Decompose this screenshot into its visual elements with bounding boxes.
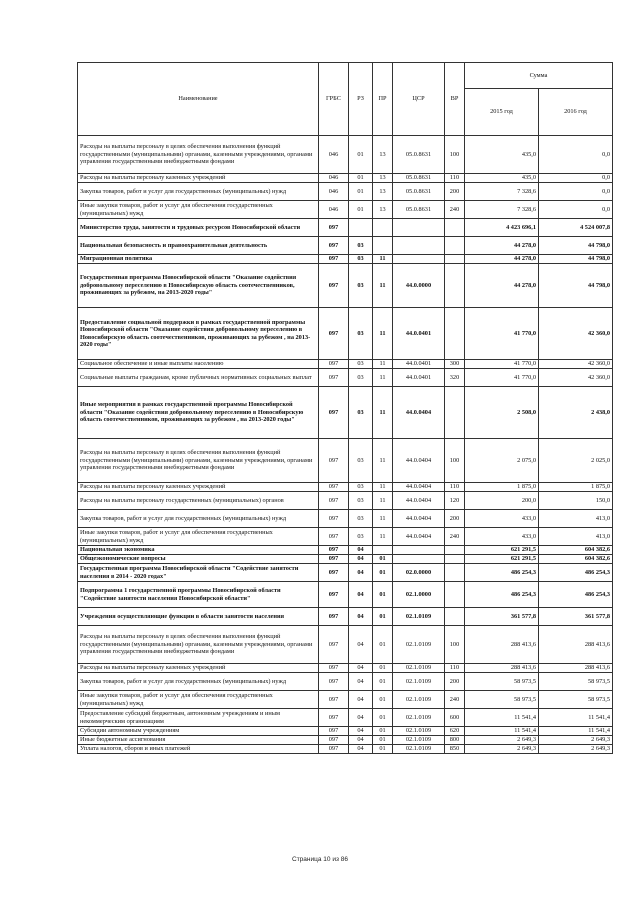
row-name: Расходы на выплаты персоналу казенных учреждений bbox=[78, 174, 319, 183]
row-grbs: 046 bbox=[319, 201, 349, 219]
row-csr: 02.1.0109 bbox=[393, 626, 445, 664]
header-grbs: ГРБС bbox=[319, 63, 349, 136]
row-rz: 04 bbox=[349, 546, 373, 555]
row-grbs: 097 bbox=[319, 308, 349, 360]
row-vr: 320 bbox=[445, 369, 465, 387]
row-sum-2016: 44 798,0 bbox=[539, 255, 613, 264]
row-rz: 04 bbox=[349, 608, 373, 626]
row-grbs: 097 bbox=[319, 439, 349, 483]
row-sum-2016: 2 025,0 bbox=[539, 439, 613, 483]
row-sum-2016: 486 254,3 bbox=[539, 564, 613, 582]
row-sum-2016: 1 875,0 bbox=[539, 483, 613, 492]
row-sum-2016: 486 254,3 bbox=[539, 582, 613, 608]
row-csr: 02.1.0109 bbox=[393, 745, 445, 754]
row-rz: 01 bbox=[349, 183, 373, 201]
table-row bbox=[78, 582, 613, 608]
table-row bbox=[78, 546, 613, 555]
row-grbs: 097 bbox=[319, 255, 349, 264]
row-name: Министерство труда, занятости и трудовых ресурсов Новосибирской области bbox=[78, 219, 319, 237]
row-sum-2015: 58 973,5 bbox=[465, 691, 539, 709]
row-csr: 05.0.8631 bbox=[393, 174, 445, 183]
row-sum-2015: 361 577,8 bbox=[465, 608, 539, 626]
row-vr bbox=[445, 555, 465, 564]
row-rz: 03 bbox=[349, 439, 373, 483]
table-row bbox=[78, 360, 613, 369]
row-pr: 01 bbox=[373, 709, 393, 727]
row-name: Расходы на выплаты персоналу в целях обеспечения выполнения функций государственными (муниципальными) органами, казенными учреждениями, органами управления государственными внебюджетными фондами bbox=[78, 439, 319, 483]
row-name: Закупка товаров, работ и услуг для государственных (муниципальных) нужд bbox=[78, 183, 319, 201]
row-sum-2016: 42 360,0 bbox=[539, 360, 613, 369]
row-sum-2015: 44 278,0 bbox=[465, 255, 539, 264]
table-row bbox=[78, 510, 613, 528]
table-row bbox=[78, 664, 613, 673]
table-row bbox=[78, 439, 613, 483]
row-name: Иные закупки товаров, работ и услуг для обеспечения государственных (муниципальных) нужд bbox=[78, 201, 319, 219]
row-grbs: 097 bbox=[319, 546, 349, 555]
row-pr: 01 bbox=[373, 691, 393, 709]
table-row bbox=[78, 691, 613, 709]
row-sum-2015: 2 649,3 bbox=[465, 745, 539, 754]
header-csr: ЦСР bbox=[393, 63, 445, 136]
row-name: Миграционная политика bbox=[78, 255, 319, 264]
row-vr bbox=[445, 219, 465, 237]
table-row bbox=[78, 308, 613, 360]
row-name: Субсидии автономным учреждениям bbox=[78, 727, 319, 736]
row-sum-2015: 41 770,0 bbox=[465, 369, 539, 387]
row-rz: 03 bbox=[349, 264, 373, 308]
row-vr bbox=[445, 308, 465, 360]
table-row bbox=[78, 673, 613, 691]
row-name: Расходы на выплаты персоналу в целях обеспечения выполнения функций государственными (муниципальными) органами, казенными учреждениями, органами управления государственными внебюджетными фондами bbox=[78, 626, 319, 664]
table-body bbox=[78, 136, 613, 754]
header-pr: ПР bbox=[373, 63, 393, 136]
row-vr: 600 bbox=[445, 709, 465, 727]
row-pr: 11 bbox=[373, 255, 393, 264]
row-rz: 03 bbox=[349, 360, 373, 369]
row-pr: 11 bbox=[373, 528, 393, 546]
table-row bbox=[78, 483, 613, 492]
row-csr: 44.0.0404 bbox=[393, 510, 445, 528]
row-csr: 44.0.0000 bbox=[393, 264, 445, 308]
row-sum-2016: 2 438,0 bbox=[539, 387, 613, 439]
row-sum-2016: 42 360,0 bbox=[539, 369, 613, 387]
row-grbs: 097 bbox=[319, 673, 349, 691]
row-pr: 01 bbox=[373, 736, 393, 745]
row-name: Иные закупки товаров, работ и услуг для обеспечения государственных (муниципальных) нужд bbox=[78, 528, 319, 546]
header-sum: Сумма bbox=[465, 63, 613, 89]
row-sum-2016: 11 541,4 bbox=[539, 727, 613, 736]
row-sum-2016: 604 382,6 bbox=[539, 555, 613, 564]
row-sum-2016: 0,0 bbox=[539, 183, 613, 201]
row-sum-2015: 435,0 bbox=[465, 136, 539, 174]
row-grbs: 097 bbox=[319, 736, 349, 745]
header-year-2015: 2015 год bbox=[465, 89, 539, 136]
row-csr bbox=[393, 219, 445, 237]
row-vr: 110 bbox=[445, 664, 465, 673]
row-rz: 03 bbox=[349, 308, 373, 360]
row-csr bbox=[393, 546, 445, 555]
row-grbs: 046 bbox=[319, 174, 349, 183]
row-sum-2016: 58 973,5 bbox=[539, 673, 613, 691]
row-csr: 05.0.8631 bbox=[393, 201, 445, 219]
row-grbs: 046 bbox=[319, 183, 349, 201]
row-name: Расходы на выплаты персоналу государственных (муниципальных) органов bbox=[78, 492, 319, 510]
row-rz: 01 bbox=[349, 174, 373, 183]
row-vr: 120 bbox=[445, 492, 465, 510]
row-name: Расходы на выплаты персоналу казенных учреждений bbox=[78, 664, 319, 673]
row-vr: 200 bbox=[445, 183, 465, 201]
row-sum-2015: 7 328,6 bbox=[465, 201, 539, 219]
row-name: Иные закупки товаров, работ и услуг для обеспечения государственных (муниципальных) нужд bbox=[78, 691, 319, 709]
row-sum-2015: 41 770,0 bbox=[465, 360, 539, 369]
row-sum-2015: 486 254,3 bbox=[465, 564, 539, 582]
row-grbs: 097 bbox=[319, 510, 349, 528]
row-grbs: 097 bbox=[319, 664, 349, 673]
row-vr: 240 bbox=[445, 528, 465, 546]
table-row bbox=[78, 745, 613, 754]
table-row bbox=[78, 387, 613, 439]
row-vr bbox=[445, 582, 465, 608]
row-vr bbox=[445, 387, 465, 439]
row-name: Расходы на выплаты персоналу в целях обеспечения выполнения функций государственными (муниципальными) органами, казенными учреждениями, органами управления государственными внебюджетными фондами bbox=[78, 136, 319, 174]
row-rz: 03 bbox=[349, 492, 373, 510]
row-grbs: 097 bbox=[319, 582, 349, 608]
row-sum-2016: 44 798,0 bbox=[539, 237, 613, 255]
row-pr: 01 bbox=[373, 745, 393, 754]
row-vr: 100 bbox=[445, 439, 465, 483]
row-pr: 11 bbox=[373, 492, 393, 510]
row-grbs: 097 bbox=[319, 555, 349, 564]
row-sum-2015: 7 328,6 bbox=[465, 183, 539, 201]
row-sum-2015: 1 875,0 bbox=[465, 483, 539, 492]
row-rz: 01 bbox=[349, 136, 373, 174]
row-vr bbox=[445, 237, 465, 255]
table-row bbox=[78, 528, 613, 546]
row-sum-2015: 58 973,5 bbox=[465, 673, 539, 691]
row-rz: 04 bbox=[349, 626, 373, 664]
row-name: Иные мероприятия в рамках государственной программы Новосибирской области "Оказание содействия добровольному переселению в Новосибирскую область соотечественников, проживающих за рубежом , на 2013-2020 годы" bbox=[78, 387, 319, 439]
table-row bbox=[78, 219, 613, 237]
table-row bbox=[78, 608, 613, 626]
row-csr: 44.0.0401 bbox=[393, 369, 445, 387]
row-sum-2016: 2 649,3 bbox=[539, 736, 613, 745]
header-name: Наименование bbox=[78, 63, 319, 136]
row-rz: 04 bbox=[349, 564, 373, 582]
row-name: Социальное обеспечение и иные выплаты населению bbox=[78, 360, 319, 369]
row-csr: 02.1.0000 bbox=[393, 582, 445, 608]
row-rz: 04 bbox=[349, 736, 373, 745]
row-name: Предоставление социальной поддержки в рамках государственной программы Новосибирской области "Оказание содействия добровольному переселению в Новосибирскую область соотечественников, проживающих за рубежом , на 2013-2020 годы" bbox=[78, 308, 319, 360]
row-sum-2015: 2 649,3 bbox=[465, 736, 539, 745]
row-grbs: 097 bbox=[319, 483, 349, 492]
row-name: Подпрограмма 1 государственной программы Новосибирской области "Содействие занятости населения Новосибирской области" bbox=[78, 582, 319, 608]
row-vr bbox=[445, 264, 465, 308]
row-rz: 01 bbox=[349, 201, 373, 219]
row-sum-2015: 621 291,5 bbox=[465, 546, 539, 555]
row-csr bbox=[393, 237, 445, 255]
row-sum-2016: 288 413,6 bbox=[539, 626, 613, 664]
row-grbs: 097 bbox=[319, 492, 349, 510]
row-sum-2016: 58 973,5 bbox=[539, 691, 613, 709]
row-grbs: 046 bbox=[319, 136, 349, 174]
row-csr: 05.0.8631 bbox=[393, 183, 445, 201]
row-csr: 44.0.0404 bbox=[393, 528, 445, 546]
row-rz: 04 bbox=[349, 709, 373, 727]
row-pr: 01 bbox=[373, 608, 393, 626]
row-sum-2015: 200,0 bbox=[465, 492, 539, 510]
budget-table bbox=[77, 62, 613, 754]
row-grbs: 097 bbox=[319, 237, 349, 255]
row-pr: 01 bbox=[373, 555, 393, 564]
row-rz: 04 bbox=[349, 555, 373, 564]
row-grbs: 097 bbox=[319, 528, 349, 546]
row-sum-2015: 11 541,4 bbox=[465, 709, 539, 727]
row-grbs: 097 bbox=[319, 727, 349, 736]
table-row bbox=[78, 555, 613, 564]
row-csr: 02.1.0109 bbox=[393, 673, 445, 691]
row-pr: 01 bbox=[373, 673, 393, 691]
row-name: Государственная программа Новосибирской области "Оказание содействия добровольному переселению в Новосибирскую область соотечественников, проживающих за рубежом, на 2013-2020 годы" bbox=[78, 264, 319, 308]
row-csr: 02.1.0109 bbox=[393, 691, 445, 709]
row-sum-2015: 2 508,0 bbox=[465, 387, 539, 439]
row-vr: 620 bbox=[445, 727, 465, 736]
row-sum-2016: 4 524 007,8 bbox=[539, 219, 613, 237]
row-pr: 11 bbox=[373, 360, 393, 369]
row-pr: 11 bbox=[373, 510, 393, 528]
row-pr: 11 bbox=[373, 439, 393, 483]
row-pr: 13 bbox=[373, 201, 393, 219]
row-vr bbox=[445, 546, 465, 555]
table-row bbox=[78, 564, 613, 582]
row-vr: 240 bbox=[445, 201, 465, 219]
table-row bbox=[78, 237, 613, 255]
table-row bbox=[78, 727, 613, 736]
row-csr: 44.0.0401 bbox=[393, 360, 445, 369]
row-rz: 04 bbox=[349, 582, 373, 608]
row-pr: 13 bbox=[373, 183, 393, 201]
row-sum-2015: 433,0 bbox=[465, 510, 539, 528]
row-grbs: 097 bbox=[319, 608, 349, 626]
row-vr bbox=[445, 255, 465, 264]
row-vr: 300 bbox=[445, 360, 465, 369]
table-row bbox=[78, 492, 613, 510]
row-csr: 44.0.0404 bbox=[393, 483, 445, 492]
row-sum-2015: 44 278,0 bbox=[465, 237, 539, 255]
row-pr: 11 bbox=[373, 308, 393, 360]
row-rz: 03 bbox=[349, 369, 373, 387]
row-pr bbox=[373, 219, 393, 237]
row-rz: 04 bbox=[349, 727, 373, 736]
table-row bbox=[78, 201, 613, 219]
row-vr bbox=[445, 564, 465, 582]
row-csr: 44.0.0401 bbox=[393, 308, 445, 360]
row-csr: 05.0.8631 bbox=[393, 136, 445, 174]
row-rz: 03 bbox=[349, 483, 373, 492]
row-rz: 04 bbox=[349, 664, 373, 673]
row-name: Предоставление субсидий бюджетным, автономным учреждениям и иным некоммерческим организациям bbox=[78, 709, 319, 727]
row-sum-2016: 0,0 bbox=[539, 201, 613, 219]
row-pr bbox=[373, 546, 393, 555]
row-rz: 03 bbox=[349, 510, 373, 528]
row-sum-2015: 288 413,6 bbox=[465, 626, 539, 664]
row-name: Расходы на выплаты персоналу казенных учреждений bbox=[78, 483, 319, 492]
row-sum-2015: 11 541,4 bbox=[465, 727, 539, 736]
row-pr bbox=[373, 237, 393, 255]
row-grbs: 097 bbox=[319, 691, 349, 709]
row-rz: 03 bbox=[349, 237, 373, 255]
row-name: Уплата налогов, сборов и иных платежей bbox=[78, 745, 319, 754]
row-name: Иные бюджетные ассигнования bbox=[78, 736, 319, 745]
row-grbs: 097 bbox=[319, 219, 349, 237]
row-grbs: 097 bbox=[319, 745, 349, 754]
row-name: Национальная безопасность и правоохранительная деятельность bbox=[78, 237, 319, 255]
row-name: Государственная программа Новосибирской области "Содействие занятости населения в 2014 - 2020 годах" bbox=[78, 564, 319, 582]
header-year-2016: 2016 год bbox=[539, 89, 613, 136]
row-name: Закупка товаров, работ и услуг для государственных (муниципальных) нужд bbox=[78, 673, 319, 691]
row-vr: 100 bbox=[445, 626, 465, 664]
row-grbs: 097 bbox=[319, 264, 349, 308]
row-pr: 13 bbox=[373, 174, 393, 183]
row-sum-2016: 0,0 bbox=[539, 136, 613, 174]
row-sum-2016: 0,0 bbox=[539, 174, 613, 183]
table-row bbox=[78, 136, 613, 174]
row-grbs: 097 bbox=[319, 369, 349, 387]
row-vr: 100 bbox=[445, 136, 465, 174]
row-pr: 01 bbox=[373, 582, 393, 608]
row-sum-2016: 288 413,6 bbox=[539, 664, 613, 673]
row-csr: 44.0.0404 bbox=[393, 439, 445, 483]
row-sum-2016: 604 382,6 bbox=[539, 546, 613, 555]
row-name: Закупка товаров, работ и услуг для государственных (муниципальных) нужд bbox=[78, 510, 319, 528]
row-pr: 11 bbox=[373, 387, 393, 439]
row-grbs: 097 bbox=[319, 564, 349, 582]
row-name: Национальная экономика bbox=[78, 546, 319, 555]
row-sum-2015: 41 770,0 bbox=[465, 308, 539, 360]
row-pr: 01 bbox=[373, 564, 393, 582]
row-sum-2016: 413,0 bbox=[539, 528, 613, 546]
row-sum-2015: 486 254,3 bbox=[465, 582, 539, 608]
row-csr: 02.1.0109 bbox=[393, 608, 445, 626]
row-pr: 01 bbox=[373, 727, 393, 736]
row-sum-2015: 4 423 696,1 bbox=[465, 219, 539, 237]
header-rz: РЗ bbox=[349, 63, 373, 136]
row-csr: 02.1.0109 bbox=[393, 709, 445, 727]
row-sum-2015: 435,0 bbox=[465, 174, 539, 183]
row-name: Социальные выплаты гражданам, кроме публичных нормативных социальных выплат bbox=[78, 369, 319, 387]
row-vr: 110 bbox=[445, 174, 465, 183]
row-name: Учреждения осуществляющие функции в области занятости населения bbox=[78, 608, 319, 626]
table-row bbox=[78, 626, 613, 664]
row-sum-2015: 621 291,5 bbox=[465, 555, 539, 564]
row-rz: 04 bbox=[349, 673, 373, 691]
row-rz: 04 bbox=[349, 691, 373, 709]
row-pr: 01 bbox=[373, 664, 393, 673]
row-csr: 02.1.0109 bbox=[393, 736, 445, 745]
row-sum-2016: 2 649,3 bbox=[539, 745, 613, 754]
row-sum-2016: 44 798,0 bbox=[539, 264, 613, 308]
row-pr: 11 bbox=[373, 264, 393, 308]
row-grbs: 097 bbox=[319, 360, 349, 369]
row-vr bbox=[445, 608, 465, 626]
table-row bbox=[78, 183, 613, 201]
row-pr: 11 bbox=[373, 369, 393, 387]
row-sum-2016: 11 541,4 bbox=[539, 709, 613, 727]
row-pr: 01 bbox=[373, 626, 393, 664]
row-csr bbox=[393, 555, 445, 564]
table-row bbox=[78, 736, 613, 745]
table-row bbox=[78, 174, 613, 183]
row-grbs: 097 bbox=[319, 387, 349, 439]
row-vr: 200 bbox=[445, 510, 465, 528]
table-row bbox=[78, 264, 613, 308]
row-rz bbox=[349, 219, 373, 237]
row-csr: 44.0.0404 bbox=[393, 387, 445, 439]
table-row bbox=[78, 369, 613, 387]
row-vr: 110 bbox=[445, 483, 465, 492]
row-csr: 02.0.0000 bbox=[393, 564, 445, 582]
row-grbs: 097 bbox=[319, 626, 349, 664]
row-pr: 13 bbox=[373, 136, 393, 174]
row-grbs: 097 bbox=[319, 709, 349, 727]
row-sum-2015: 2 075,0 bbox=[465, 439, 539, 483]
row-sum-2015: 433,0 bbox=[465, 528, 539, 546]
row-csr: 02.1.0109 bbox=[393, 664, 445, 673]
row-sum-2016: 42 360,0 bbox=[539, 308, 613, 360]
row-sum-2015: 288 413,6 bbox=[465, 664, 539, 673]
row-rz: 03 bbox=[349, 255, 373, 264]
page-number: Страница 10 из 86 bbox=[292, 856, 348, 863]
row-vr: 240 bbox=[445, 691, 465, 709]
table-row bbox=[78, 255, 613, 264]
row-sum-2016: 361 577,8 bbox=[539, 608, 613, 626]
row-sum-2016: 413,0 bbox=[539, 510, 613, 528]
row-csr: 44.0.0404 bbox=[393, 492, 445, 510]
row-csr bbox=[393, 255, 445, 264]
row-vr: 800 bbox=[445, 736, 465, 745]
row-pr: 11 bbox=[373, 483, 393, 492]
row-rz: 03 bbox=[349, 387, 373, 439]
table-row bbox=[78, 709, 613, 727]
row-rz: 04 bbox=[349, 745, 373, 754]
row-name: Общеэкономические вопросы bbox=[78, 555, 319, 564]
row-csr: 02.1.0109 bbox=[393, 727, 445, 736]
row-vr: 850 bbox=[445, 745, 465, 754]
row-rz: 03 bbox=[349, 528, 373, 546]
table-header bbox=[78, 63, 613, 136]
row-sum-2016: 150,0 bbox=[539, 492, 613, 510]
row-sum-2015: 44 278,0 bbox=[465, 264, 539, 308]
row-vr: 200 bbox=[445, 673, 465, 691]
header-vr: ВР bbox=[445, 63, 465, 136]
